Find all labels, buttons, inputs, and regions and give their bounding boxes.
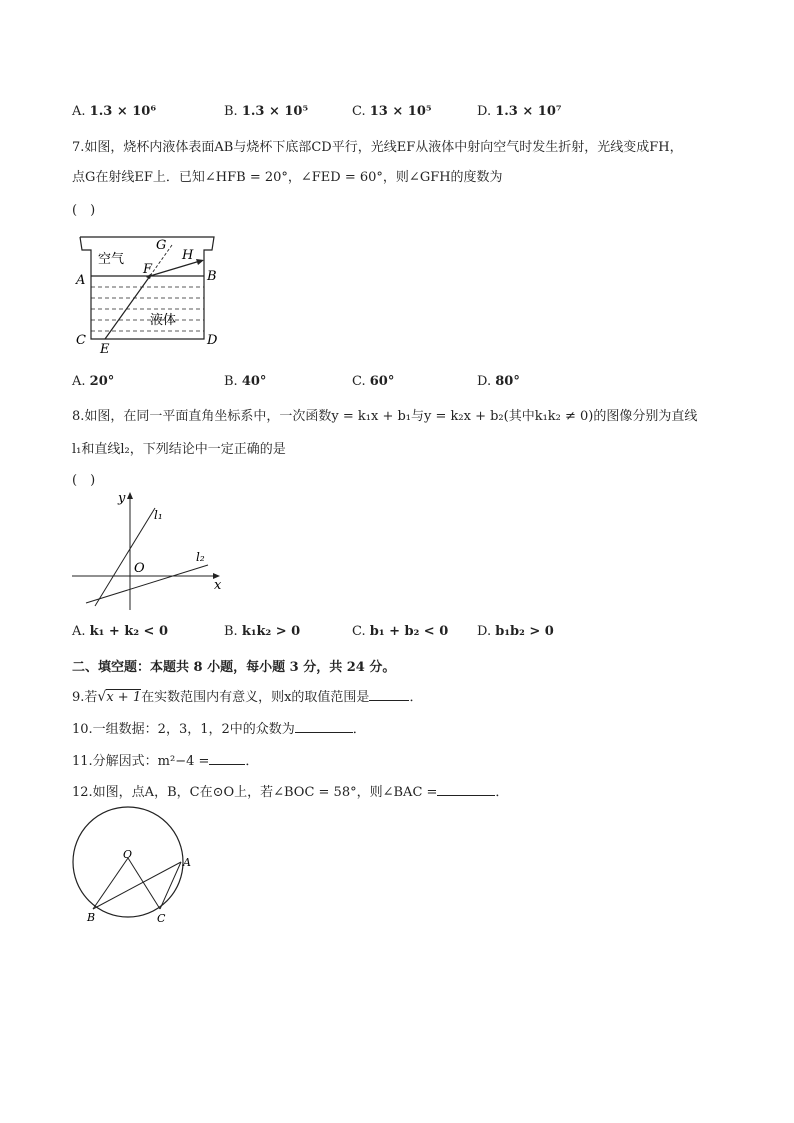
q7-label-f: F	[143, 262, 153, 277]
q12-label-o: O	[123, 848, 133, 861]
q9-stem: 9.若√x + 1在实数范围内有意义，则x的取值范围是 ．	[72, 689, 423, 705]
q7-options	[72, 374, 732, 392]
q6-options	[72, 104, 732, 122]
q8-stem-line1: 8.如图，在同一平面直角坐标系中，一次函数y = k₁x + b₁与y = k₂x + b₂(其中k₁k₂ ≠ 0)的图像分别为直线	[72, 409, 698, 424]
q7-label-air: 空气	[98, 252, 125, 267]
q7-label-e: E	[100, 342, 110, 357]
q8-option-d: D. b₁b₂ > 0	[477, 624, 554, 639]
q8-options	[72, 624, 732, 642]
q8-label-l2: l₂	[196, 550, 205, 564]
q7-beaker-figure	[70, 232, 230, 360]
q12-stem: 12.如图，点A，B，C在⊙O上，若∠BOC = 58°，则∠BAC = ．	[72, 785, 509, 800]
q8-label-y: y	[118, 491, 126, 506]
q10-answer-blank[interactable]	[295, 720, 353, 733]
q6-option-d: D. 1.3 × 10⁷	[477, 104, 562, 119]
sqrt-symbol: √	[97, 689, 107, 705]
q8-graph-figure	[68, 486, 228, 614]
q10-stem: 10.一组数据：2，3，1，2中的众数为 ．	[72, 722, 366, 737]
q6-option-b: B. 1.3 × 10⁵	[224, 104, 309, 119]
q8-label-origin: O	[134, 561, 145, 576]
q7-option-a: A. 20°	[72, 374, 115, 389]
q7-label-h: H	[182, 248, 194, 263]
q6-option-c: C. 13 × 10⁵	[352, 104, 432, 119]
q7-option-d: D. 80°	[477, 374, 520, 389]
q7-stem-line2: 点G在射线EF上．已知∠HFB = 20°，∠FED = 60°，则∠GFH的度数为	[72, 170, 503, 185]
q8-label-x: x	[214, 578, 222, 593]
q12-label-a: A	[183, 856, 191, 869]
q8-option-b: B. k₁k₂ > 0	[224, 624, 301, 639]
q7-stem-line1: 7.如图，烧杯内液体表面AB与烧杯下底部CD平行，光线EF从液体中射向空气时发生折射，光线变成FH，	[72, 140, 683, 155]
q11-stem: 11.分解因式：m²−4 = ．	[72, 754, 259, 769]
q6-option-a: A. 1.3 × 10⁶	[72, 104, 157, 119]
q7-label-g: G	[156, 238, 167, 253]
q11-answer-blank[interactable]	[209, 752, 245, 765]
q8-option-c: C. b₁ + b₂ < 0	[352, 624, 449, 639]
q12-label-c: C	[157, 912, 166, 925]
q9-radicand: x + 1	[106, 690, 142, 705]
q8-option-a: A. k₁ + k₂ < 0	[72, 624, 169, 639]
q7-answer-paren: ( )	[72, 203, 96, 218]
q9-answer-blank[interactable]	[369, 688, 409, 701]
section-heading-fill-in: 二、填空题：本题共 8 小题，每小题 3 分，共 24 分。	[72, 660, 396, 675]
q7-label-c: C	[76, 333, 86, 348]
q8-stem-line2: l₁和直线l₂，下列结论中一定正确的是	[72, 442, 286, 457]
q7-label-d: D	[207, 333, 218, 348]
q7-label-a: A	[76, 273, 86, 288]
q8-answer-paren: ( )	[72, 473, 96, 488]
q7-option-c: C. 60°	[352, 374, 395, 389]
q7-option-b: B. 40°	[224, 374, 267, 389]
q7-label-liquid: 液体	[150, 313, 177, 328]
q7-label-b: B	[207, 269, 217, 284]
q12-circle-figure	[66, 804, 200, 928]
q12-label-b: B	[87, 911, 96, 924]
q12-answer-blank[interactable]	[437, 783, 495, 796]
q8-label-l1: l₁	[154, 508, 163, 522]
